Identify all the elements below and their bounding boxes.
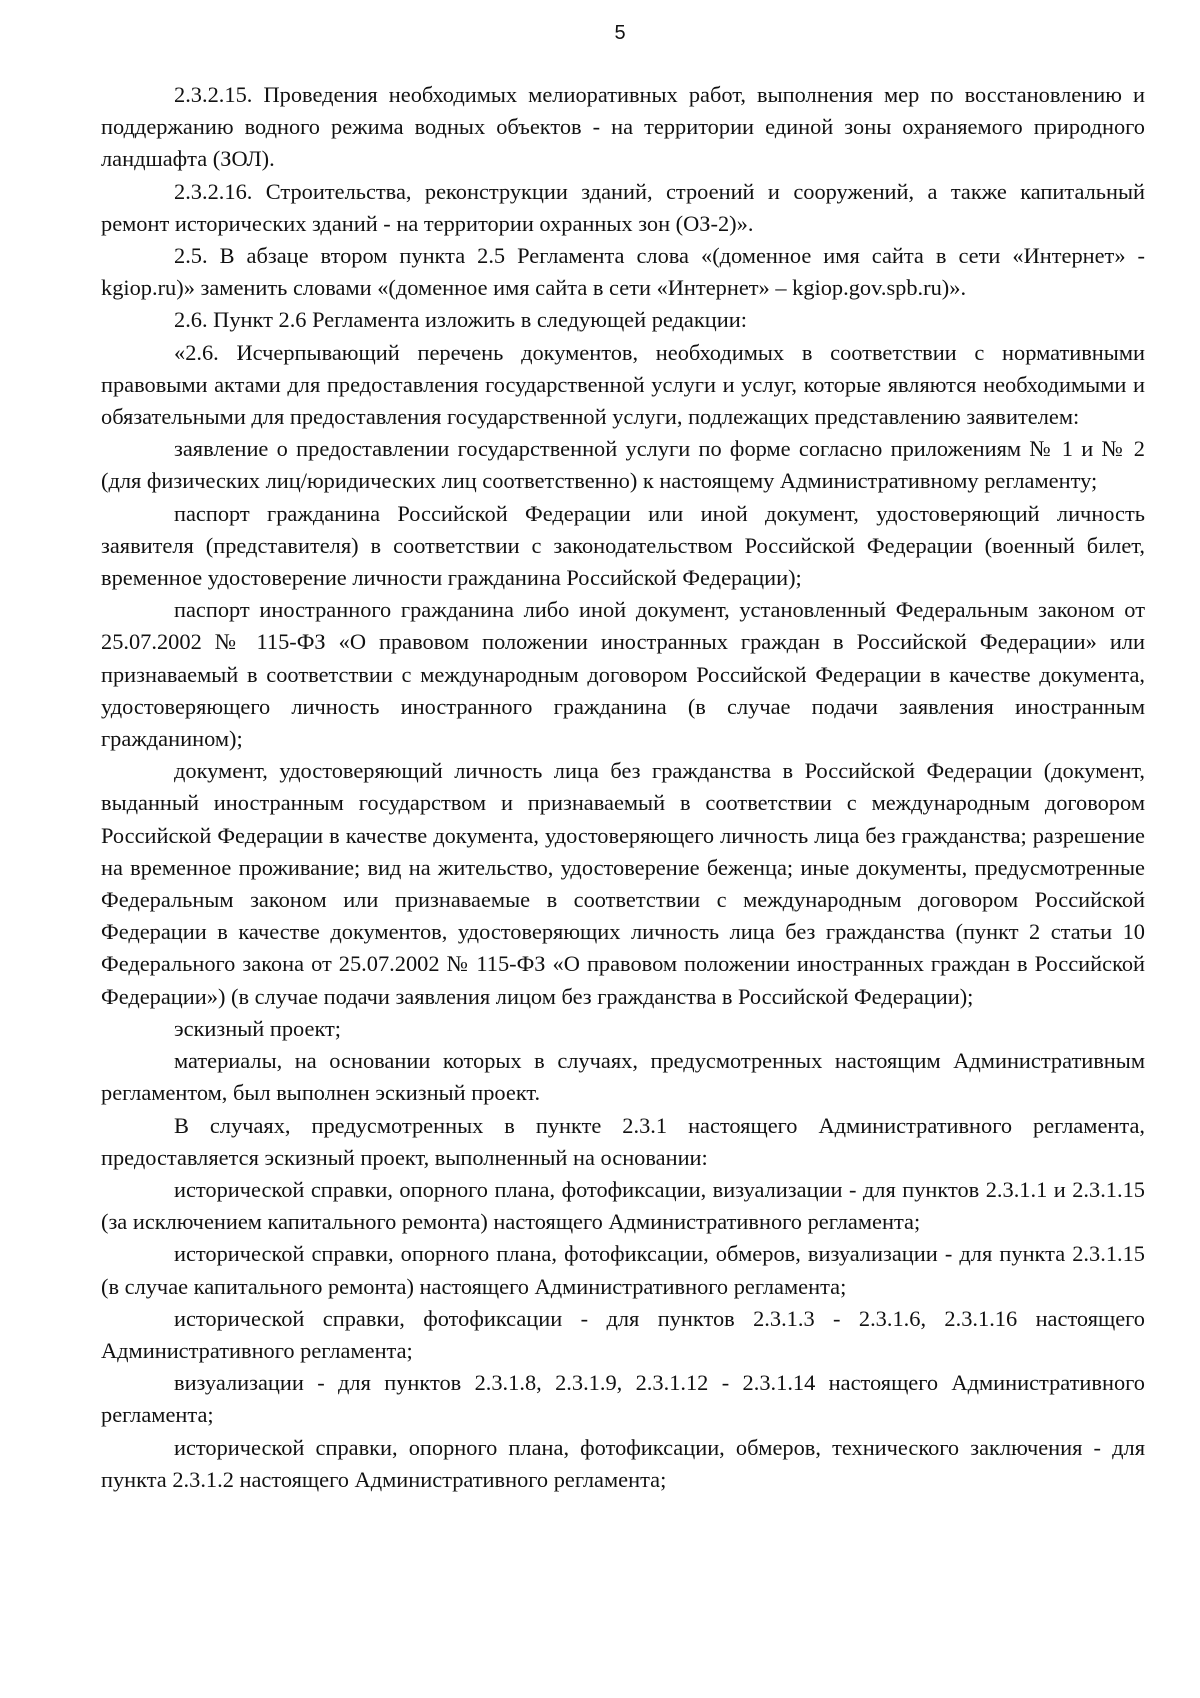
paragraph-2-3-2-16: 2.3.2.16. Строительства, реконструкции зданий, строений и сооружений, а также капитальный ремонт исторических зданий - на территории охранных зон (ОЗ-2)». [101, 178, 1145, 236]
list-item-basis-2: исторической справки, опорного плана, фотофиксации, обмеров, визуализации - для пункта 2.3.1.15 (в случае капитального ремонта) настоящего Административного регламента; [101, 1241, 1145, 1299]
document-body [101, 79, 1145, 1496]
list-item-basis-1: исторической справки, опорного плана, фотофиксации, визуализации - для пунктов 2.3.1.1 и 2.3.1.15 (за исключением капитального ремонта) настоящего Административного регламента; [101, 1176, 1145, 1235]
page-number: 5 [614, 22, 626, 44]
paragraph-2-6-intro: 2.6. Пункт 2.6 Регламента изложить в следующей редакции: [174, 307, 747, 333]
list-item-passport-foreign: паспорт иностранного гражданина либо иной документ, установленный Федеральным законом от 25.07.2002 № 115-ФЗ «О правовом положении иностранных граждан в Российской Федерации» или признаваемый в соответствии с международным договором Российской Федерации в качестве документа, удостоверяющего личность иностранного гражданина (в случае подачи заявления иностранным гражданином); [101, 597, 1145, 752]
list-item-passport-rf: паспорт гражданина Российской Федерации или иной документ, удостоверяющий личность заявителя (представителя) в соответствии с законодательством Российской Федерации (военный билет, временное удостоверение личности гражданина Российской Федерации); [101, 500, 1145, 591]
paragraph-2-5: 2.5. В абзаце втором пункта 2.5 Регламента слова «(доменное имя сайта в сети «Интернет» - kgiop.ru)» заменить словами «(доменное имя сайта в сети «Интернет» – kgiop.gov.spb.ru)». [101, 243, 1145, 301]
list-item-sketch-project: эскизный проект; [174, 1015, 342, 1041]
list-item-basis-5: исторической справки, опорного плана, фотофиксации, обмеров, технического заключения - для пункта 2.3.1.2 настоящего Административного регламента; [101, 1434, 1145, 1492]
list-item-basis-4: визуализации - для пунктов 2.3.1.8, 2.3.1.9, 2.3.1.12 - 2.3.1.14 настоящего Административного регламента; [101, 1370, 1145, 1428]
paragraph-2-3-2-15: 2.3.2.15. Проведения необходимых мелиоративных работ, выполнения мер по восстановлению и поддержанию водного режима водных объектов - на территории единой зоны охраняемого природного ландшафта (ЗОЛ). [101, 82, 1145, 172]
list-item-stateless-document: документ, удостоверяющий личность лица без гражданства в Российской Федерации (документ, выданный иностранным государством и признаваемый в соответствии с международным договором Российской Федерации в качестве документа, удостоверяющего личность лица без гражданства; разрешение на временное проживание; вид на жительство, удостоверение беженца; иные документы, предусмотренные Федеральным законом или признаваемые в соответствии с международным договором Российской Федерации в качестве документов, удостоверяющих личность лица без гражданства (пункт 2 статьи 10 Федерального закона от 25.07.2002 № 115-ФЗ «О правовом положении иностранных граждан в Российской Федерации») (в случае подачи заявления лицом без гражданства в Российской Федерации); [101, 758, 1145, 1009]
list-item-basis-3: исторической справки, фотофиксации - для пунктов 2.3.1.3 - 2.3.1.6, 2.3.1.16 настоящего Административного регламента; [101, 1305, 1145, 1363]
paragraph-2-6-text: «2.6. Исчерпывающий перечень документов, необходимых в соответствии с нормативными правовыми актами для предоставления государственной услуги и услуг, которые являются необходимыми и обязательными для предоставления государственной услуги, подлежащих представлению заявителем: [101, 339, 1145, 430]
list-item-materials: материалы, на основании которых в случаях, предусмотренных настоящим Административным регламентом, был выполнен эскизный проект. [101, 1048, 1145, 1106]
paragraph-cases-2-3-1: В случаях, предусмотренных в пункте 2.3.1 настоящего Административного регламента, предоставляется эскизный проект, выполненный на основании: [101, 1112, 1145, 1170]
list-item-application: заявление о предоставлении государственной услуги по форме согласно приложениям № 1 и № 2 (для физических лиц/юридических лиц соответственно) к настоящему Административному регламенту; [101, 436, 1145, 494]
